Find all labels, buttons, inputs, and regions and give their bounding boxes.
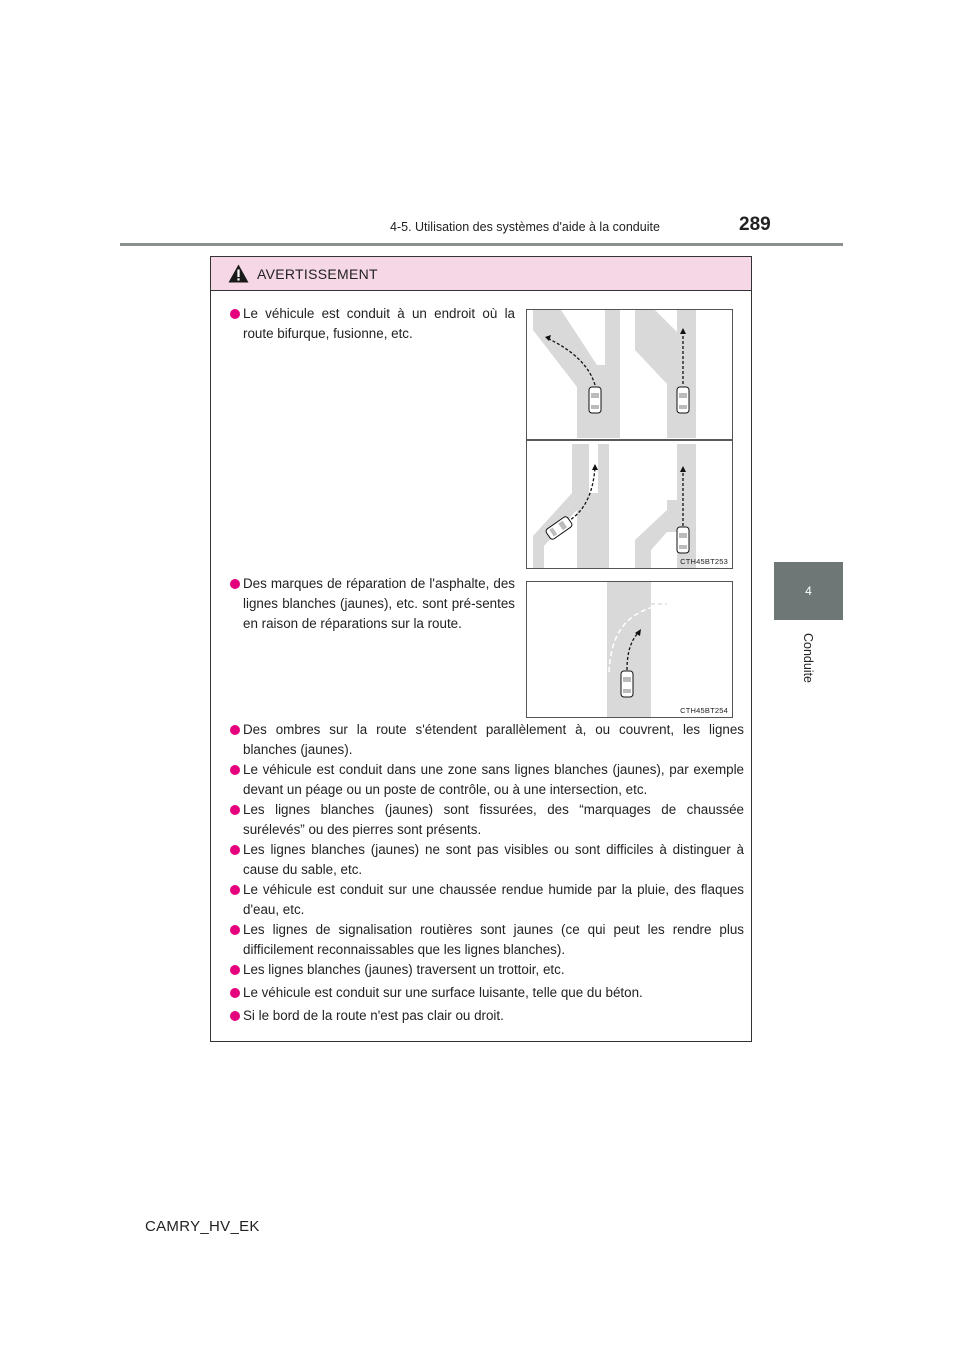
figure-code: CTH45BT253 bbox=[680, 557, 728, 566]
repair-marks-illustration bbox=[527, 582, 732, 717]
car-icon bbox=[589, 387, 601, 413]
list-item bbox=[230, 574, 515, 634]
warning-triangle-icon bbox=[228, 264, 249, 283]
bullet-text: Le véhicule est conduit sur une chaussée rendue humide par la pluie, des flaques d'eau, etc. bbox=[243, 882, 744, 917]
footer-model-code: CAMRY_HV_EK bbox=[145, 1218, 260, 1235]
bullet-dot bbox=[230, 1011, 240, 1021]
car-icon bbox=[677, 387, 689, 413]
bullet-dot bbox=[230, 309, 240, 319]
bullet-dot bbox=[230, 965, 240, 975]
figure-repair-marks bbox=[526, 581, 733, 718]
bullet-dot bbox=[230, 845, 240, 855]
list-item bbox=[230, 960, 744, 980]
bullet-text: Les lignes blanches (jaunes) ne sont pas visibles ou sont difficiles à distinguer à cause du sable, etc. bbox=[243, 842, 744, 877]
car-icon bbox=[677, 527, 689, 553]
list-item bbox=[230, 800, 744, 840]
bullet-text: Le véhicule est conduit sur une surface luisante, telle que du béton. bbox=[243, 985, 643, 1000]
bullet-dot bbox=[230, 885, 240, 895]
figure-code: CTH45BT254 bbox=[680, 706, 728, 715]
list-item bbox=[230, 720, 744, 760]
list-item bbox=[230, 840, 744, 880]
bullet-dot bbox=[230, 988, 240, 998]
bullet-dot bbox=[230, 579, 240, 589]
chapter-tab: 4 bbox=[774, 562, 843, 620]
bullet-text: Des marques de réparation de l'asphalte, des lignes blanches (jaunes), etc. sont pré-sentes en raison de réparations sur la route. bbox=[243, 576, 515, 631]
chapter-label-text: Conduite bbox=[801, 632, 816, 684]
bullet-text: Les lignes de signalisation routières sont jaunes (ce qui peut les rendre plus difficilement reconnaissables que les lignes blanches). bbox=[243, 922, 744, 957]
bullet-text: Les lignes blanches (jaunes) traversent un trottoir, etc. bbox=[243, 962, 565, 977]
list-item bbox=[230, 760, 744, 800]
warning-header bbox=[211, 257, 751, 291]
list-item bbox=[230, 880, 744, 920]
figure-fork-merge bbox=[526, 309, 733, 569]
bullet-text: Les lignes blanches (jaunes) sont fissurées, des “marquages de chaussée surélevés” ou des pierres sont présents. bbox=[243, 802, 744, 837]
bullet-text: Le véhicule est conduit à un endroit où la route bifurque, fusionne, etc. bbox=[243, 306, 515, 341]
chapter-label bbox=[774, 628, 843, 688]
bullet-text: Des ombres sur la route s'étendent parallèlement à, ou couvrent, les lignes blanches (jaunes). bbox=[243, 722, 744, 757]
bullet-text: Si le bord de la route n'est pas clair ou droit. bbox=[243, 1008, 504, 1023]
warning-title: AVERTISSEMENT bbox=[257, 265, 378, 282]
list-item bbox=[230, 1006, 744, 1026]
list-item bbox=[230, 983, 744, 1003]
list-item bbox=[230, 920, 744, 960]
header-divider bbox=[120, 243, 843, 246]
bullet-dot bbox=[230, 725, 240, 735]
page-number: 289 bbox=[739, 214, 771, 235]
list-item bbox=[230, 304, 515, 344]
fork-merge-illustration bbox=[527, 310, 732, 568]
bullet-dot bbox=[230, 805, 240, 815]
bullet-dot bbox=[230, 925, 240, 935]
section-title: 4-5. Utilisation des systèmes d'aide à la conduite bbox=[390, 220, 660, 234]
car-icon bbox=[621, 671, 633, 697]
bullet-dot bbox=[230, 765, 240, 775]
bullet-text: Le véhicule est conduit dans une zone sans lignes blanches (jaunes), par exemple devant un péage ou un poste de contrôle, ou à une intersection, etc. bbox=[243, 762, 744, 797]
